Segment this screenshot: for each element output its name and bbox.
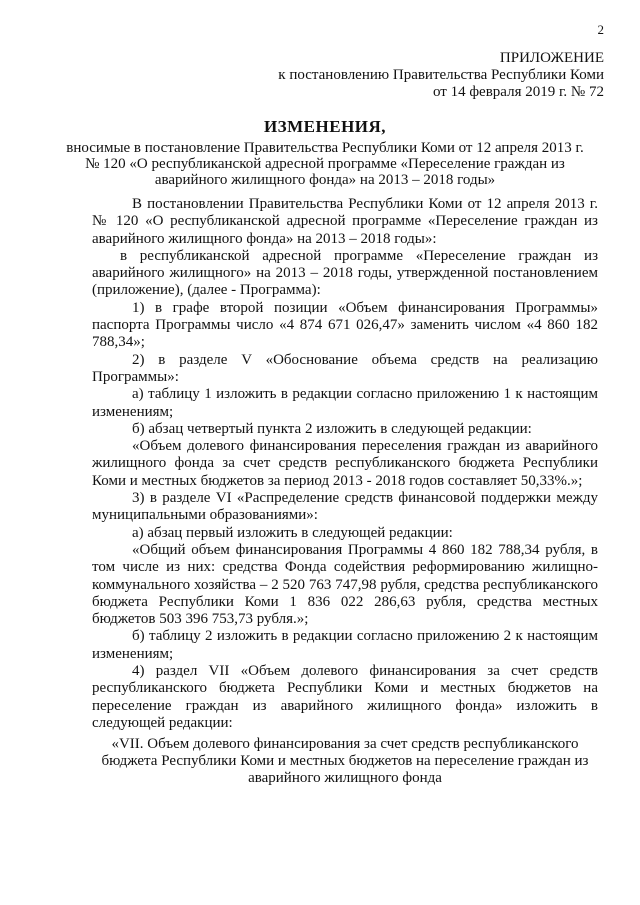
paragraph: в республиканской адресной программе «Переселение граждан из аварийного жилищного» на 2013 – 2018 годы, утвержденной постановлением (приложение), (далее - Программа): xyxy=(92,247,598,299)
appendix-header xyxy=(278,50,604,101)
paragraph: 3) в разделе VI «Распределение средств финансовой поддержки между муниципальными образованиями»: xyxy=(92,490,598,524)
paragraph: «Общий объем финансирования Программы 4 860 182 788,34 рубля, в том числе из них: средства Фонда содействия реформированию жилищно-коммунального хозяйства – 2 520 763 747,98 рубля, средства республиканского бюджета Республики Коми 1 836 022 286,63 рубля, средства местных бюджетов 503 396 753,73 рубля.»; xyxy=(92,541,598,628)
paragraph: «Объем долевого финансирования переселения граждан из аварийного жилищного фонда за счет средств республиканского бюджета Республики Коми и местных бюджетов за период 2013 - 2018 годов составляет 50,33%.»; xyxy=(92,438,598,489)
paragraph: б) абзац четвертый пункта 2 изложить в следующей редакции: xyxy=(132,420,532,437)
paragraph: В постановлении Правительства Республики Коми от 12 апреля 2013 г. № 120 «О республиканской адресной программе «Переселение граждан из аварийного жилищного фонда» на 2013 – 2018 годы»: xyxy=(92,196,598,247)
appendix-label: ПРИЛОЖЕНИЕ xyxy=(499,50,604,66)
paragraph: 1) в графе второй позиции «Объем финансирования Программы» паспорта Программы число «4 874 671 026,47» заменить числом «4 860 182 788,34»; xyxy=(92,299,598,351)
appendix-line-3: от 14 февраля 2019 г. № 72 xyxy=(432,84,604,100)
appendix-line-2: к постановлению Правительства Республики Коми xyxy=(278,67,604,83)
document-title: ИЗМЕНЕНИЯ, xyxy=(263,117,387,136)
title-block xyxy=(60,117,590,188)
section-heading: «VII. Объем долевого финансирования за счет средств республиканского бюджета Республики Коми и местных бюджетов на переселение граждан из аварийного жилищного фонда xyxy=(101,736,589,787)
document-subtitle: вносимые в постановление Правительства Республики Коми от 12 апреля 2013 г. № 120 «О республиканской адресной программе «Переселение граждан из аварийного жилищного фонда» на 2013 – 2018 годы» xyxy=(66,140,584,188)
document-body xyxy=(92,196,598,787)
paragraph: а) абзац первый изложить в следующей редакции: xyxy=(132,524,453,541)
page-number: 2 xyxy=(597,22,604,37)
paragraph: 4) раздел VII «Объем долевого финансирования за счет средств республиканского бюджета Республики Коми и местных бюджетов на переселение граждан из аварийного жилищного фонда» изложить в следующей редакции: xyxy=(92,663,598,731)
paragraph: б) таблицу 2 изложить в редакции согласно приложению 2 к настоящим изменениям; xyxy=(92,628,598,662)
paragraph: 2) в разделе V «Обоснование объема средств на реализацию Программы»: xyxy=(92,351,598,385)
paragraph: а) таблицу 1 изложить в редакции согласно приложению 1 к настоящим изменениям; xyxy=(92,386,598,420)
